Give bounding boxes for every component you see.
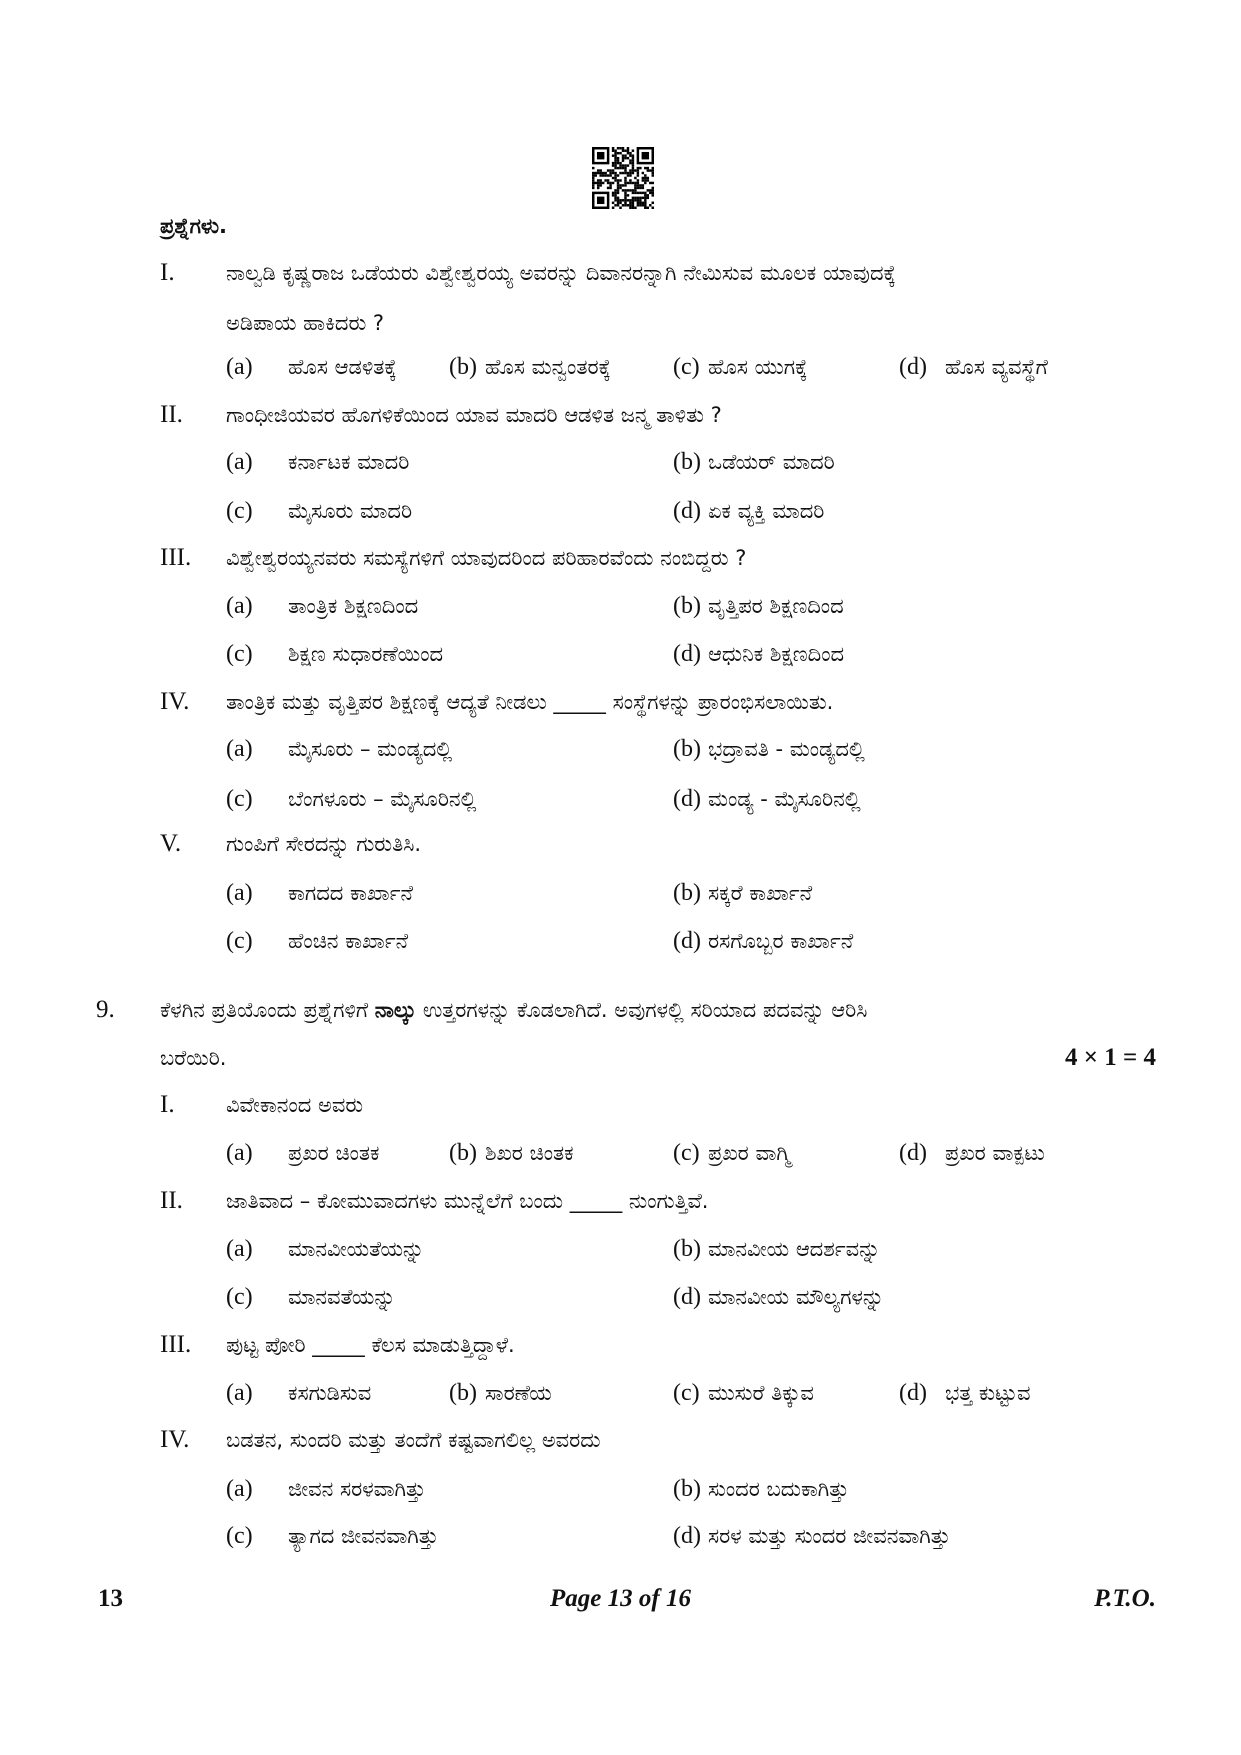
option-label: (a) (226, 354, 253, 380)
question-number: IV. (160, 688, 190, 715)
option-text: ತ್ಯಾಗದ ಜೀವನವಾಗಿತ್ತು (288, 1524, 439, 1548)
option-label: (b) (673, 593, 701, 619)
option-label: (d) (673, 928, 701, 954)
question-number: 9. (96, 996, 115, 1023)
option-text: ಒಡೆಯರ್ ಮಾದರಿ (708, 450, 835, 474)
option-text: ಮಾನವತೆಯನ್ನು (288, 1285, 396, 1309)
option-text: ಹೊಸ ಮನ್ವಂತರಕ್ಕೆ (485, 355, 611, 379)
option-text: ಮಾನವೀಯ ಮೌಲ್ಯಗಳನ್ನು (708, 1285, 885, 1309)
option-text: ಹೊಸ ಆಡಳಿತಕ್ಕೆ (288, 355, 397, 379)
option-text: ಪ್ರಖರ ಚಿಂತಕ (288, 1141, 380, 1165)
question-number: I. (160, 259, 175, 286)
option-label: (c) (226, 641, 253, 667)
option-label: (c) (673, 354, 700, 380)
question-number: II. (160, 1187, 183, 1214)
question-instruction (160, 995, 867, 1025)
question-text: ಬಡತನ, ಸುಂದರಿ ಮತ್ತು ತಂದೆಗೆ ಕಷ್ಟವಾಗಲಿಲ್ಲ ಅವರದು (226, 1428, 601, 1452)
option-text: ರಸಗೊಬ್ಬರ ಕಾರ್ಖಾನೆ (708, 929, 854, 953)
option-label: (c) (226, 1284, 253, 1310)
question-text: ಜಾತಿವಾದ – ಕೋಮುವಾದಗಳು ಮುನ್ನೆಲೆಗೆ ಬಂದು _____ ನುಂಗುತ್ತಿವೆ. (226, 1189, 709, 1213)
option-text: ಮಾನವೀಯತೆಯನ್ನು (288, 1237, 425, 1261)
marks: 4 × 1 = 4 (1065, 1044, 1156, 1071)
option-label: (c) (226, 928, 253, 954)
option-label: (d) (673, 1523, 701, 1549)
option-text: ಜೀವನ ಸರಳವಾಗಿತ್ತು (288, 1477, 426, 1501)
option-text: ಮೈಸೂರು – ಮಂಡ್ಯದಲ್ಲಿ (288, 737, 453, 761)
option-label: (a) (226, 593, 253, 619)
qr-code (592, 147, 654, 209)
option-text: ಪ್ರಖರ ವಾಗ್ಮಿ (708, 1141, 791, 1165)
option-text: ಕಾಗದದ ಕಾರ್ಖಾನೆ (288, 881, 413, 905)
question-number: II. (160, 401, 183, 428)
option-text: ಸುಂದರ ಬದುಕಾಗಿತ್ತು (708, 1477, 849, 1501)
instruction-line-2: ಬರೆಯಿರಿ. (160, 1046, 227, 1070)
section-heading: ಪ್ರಶ್ನೆಗಳು. (160, 214, 227, 238)
option-label: (d) (673, 498, 701, 524)
option-text: ವೃತ್ತಿಪರ ಶಿಕ್ಷಣದಿಂದ (708, 594, 844, 618)
option-text: ಹೊಸ ಯುಗಕ್ಕೆ (708, 355, 808, 379)
option-label: (d) (673, 641, 701, 667)
option-label: (d) (899, 1380, 927, 1406)
instruction-text: ಉತ್ತರಗಳನ್ನು ಕೊಡಲಾಗಿದೆ. ಅವುಗಳಲ್ಲಿ ಸರಿಯಾದ ಪದವನ್ನು ಆರಿಸಿ (416, 998, 868, 1022)
option-label: (b) (449, 354, 477, 380)
option-text: ಪ್ರಖರ ವಾಕ್ಪಟು (945, 1141, 1045, 1165)
option-text: ಸಾರಣೆಯ (485, 1381, 552, 1405)
option-label: (c) (226, 786, 253, 812)
option-label: (d) (673, 1284, 701, 1310)
option-text: ಭದ್ರಾವತಿ - ಮಂಡ್ಯದಲ್ಲಿ (708, 737, 865, 761)
option-label: (c) (226, 498, 253, 524)
instruction-bold: ನಾಲ್ಕು (374, 998, 417, 1022)
option-label: (d) (673, 786, 701, 812)
option-text: ಮಾನವೀಯ ಆದರ್ಶವನ್ನು (708, 1237, 881, 1261)
option-text: ಕಸಗುಡಿಸುವ (288, 1381, 372, 1405)
question-number: III. (160, 544, 192, 571)
question-number: IV. (160, 1426, 190, 1453)
question-number: III. (160, 1331, 192, 1358)
option-text: ಆಧುನಿಕ ಶಿಕ್ಷಣದಿಂದ (708, 642, 845, 666)
option-label: (b) (673, 449, 701, 475)
option-label: (a) (226, 1476, 253, 1502)
option-label: (b) (673, 736, 701, 762)
question-text: ಪುಟ್ಟ ಪೋರಿ _____ ಕೆಲಸ ಮಾಡುತ್ತಿದ್ದಾಳೆ. (226, 1333, 515, 1357)
option-text: ಹೆಂಚಿನ ಕಾರ್ಖಾನೆ (288, 929, 409, 953)
option-text: ಮೈಸೂರು ಮಾದರಿ (288, 499, 413, 523)
option-text: ಮಂಡ್ಯ - ಮೈಸೂರಿನಲ್ಲಿ (708, 787, 861, 811)
page-code: 13 (98, 1585, 123, 1612)
option-label: (c) (673, 1140, 700, 1166)
option-label: (a) (226, 1236, 253, 1262)
option-text: ಹೊಸ ವ್ಯವಸ್ಥೆಗೆ (945, 355, 1048, 379)
option-label: (b) (449, 1380, 477, 1406)
question-text: ವಿಶ್ವೇಶ್ವರಯ್ಯನವರು ಸಮಸ್ಯೆಗಳಿಗೆ ಯಾವುದರಿಂದ ಪರಿಹಾರವೆಂದು ನಂಬಿದ್ದರು ? (226, 546, 747, 570)
question-number: V. (160, 830, 182, 857)
option-label: (a) (226, 1140, 253, 1166)
option-text: ತಾಂತ್ರಿಕ ಶಿಕ್ಷಣದಿಂದ (288, 594, 419, 618)
question-text: ತಾಂತ್ರಿಕ ಮತ್ತು ವೃತ್ತಿಪರ ಶಿಕ್ಷಣಕ್ಕೆ ಆದ್ಯತೆ ನೀಡಲು _____ ಸಂಸ್ಥೆಗಳನ್ನು ಪ್ರಾರಂಭಿಸಲಾಯಿತು. (226, 690, 834, 714)
option-label: (a) (226, 449, 253, 475)
option-label: (c) (673, 1380, 700, 1406)
option-label: (b) (673, 880, 701, 906)
question-number: I. (160, 1091, 175, 1118)
question-text: ಗಾಂಧೀಜಿಯವರ ಹೊಗಳಿಕೆಯಿಂದ ಯಾವ ಮಾದರಿ ಆಡಳಿತ ಜನ್ಮ ತಾಳಿತು ? (226, 403, 722, 427)
option-label: (a) (226, 880, 253, 906)
option-text: ಮುಸುರೆ ತಿಕ್ಕುವ (708, 1381, 814, 1405)
instruction-text: ಕೆಳಗಿನ ಪ್ರತಿಯೊಂದು ಪ್ರಶ್ನೆಗಳಿಗೆ (160, 998, 375, 1022)
option-label: (b) (673, 1236, 701, 1262)
option-text: ಸರಳ ಮತ್ತು ಸುಂದರ ಜೀವನವಾಗಿತ್ತು (708, 1524, 951, 1548)
option-text: ಏಕ ವ್ಯಕ್ತಿ ಮಾದರಿ (708, 499, 825, 523)
option-text: ಸಕ್ಕರೆ ಕಾರ್ಖಾನೆ (708, 881, 813, 905)
option-text: ಕರ್ನಾಟಕ ಮಾದರಿ (288, 450, 410, 474)
pto: P.T.O. (1094, 1585, 1156, 1612)
option-label: (d) (899, 354, 927, 380)
option-text: ಶಿಕ್ಷಣ ಸುಧಾರಣೆಯಿಂದ (288, 642, 444, 666)
option-label: (d) (899, 1140, 927, 1166)
question-text: ಅಡಿಪಾಯ ಹಾಕಿದರು ? (226, 311, 385, 335)
option-label: (b) (449, 1140, 477, 1166)
question-text: ನಾಲ್ವಡಿ ಕೃಷ್ಣರಾಜ ಒಡೆಯರು ವಿಶ್ವೇಶ್ವರಯ್ಯ ಅವರನ್ನು ದಿವಾನರನ್ನಾಗಿ ನೇಮಿಸುವ ಮೂಲಕ ಯಾವುದಕ್ಕೆ (226, 261, 896, 285)
option-text: ಭತ್ತ ಕುಟ್ಟುವ (945, 1381, 1031, 1405)
option-text: ಶಿಖರ ಚಿಂತಕ (485, 1141, 574, 1165)
option-label: (a) (226, 736, 253, 762)
option-label: (b) (673, 1476, 701, 1502)
option-label: (c) (226, 1523, 253, 1549)
question-text: ಗುಂಪಿಗೆ ಸೇರದನ್ನು ಗುರುತಿಸಿ. (226, 832, 422, 856)
page-number: Page 13 of 16 (550, 1585, 691, 1612)
option-label: (a) (226, 1380, 253, 1406)
question-text: ವಿವೇಕಾನಂದ ಅವರು (226, 1093, 364, 1117)
option-text: ಬೆಂಗಳೂರು – ಮೈಸೂರಿನಲ್ಲಿ (288, 787, 477, 811)
